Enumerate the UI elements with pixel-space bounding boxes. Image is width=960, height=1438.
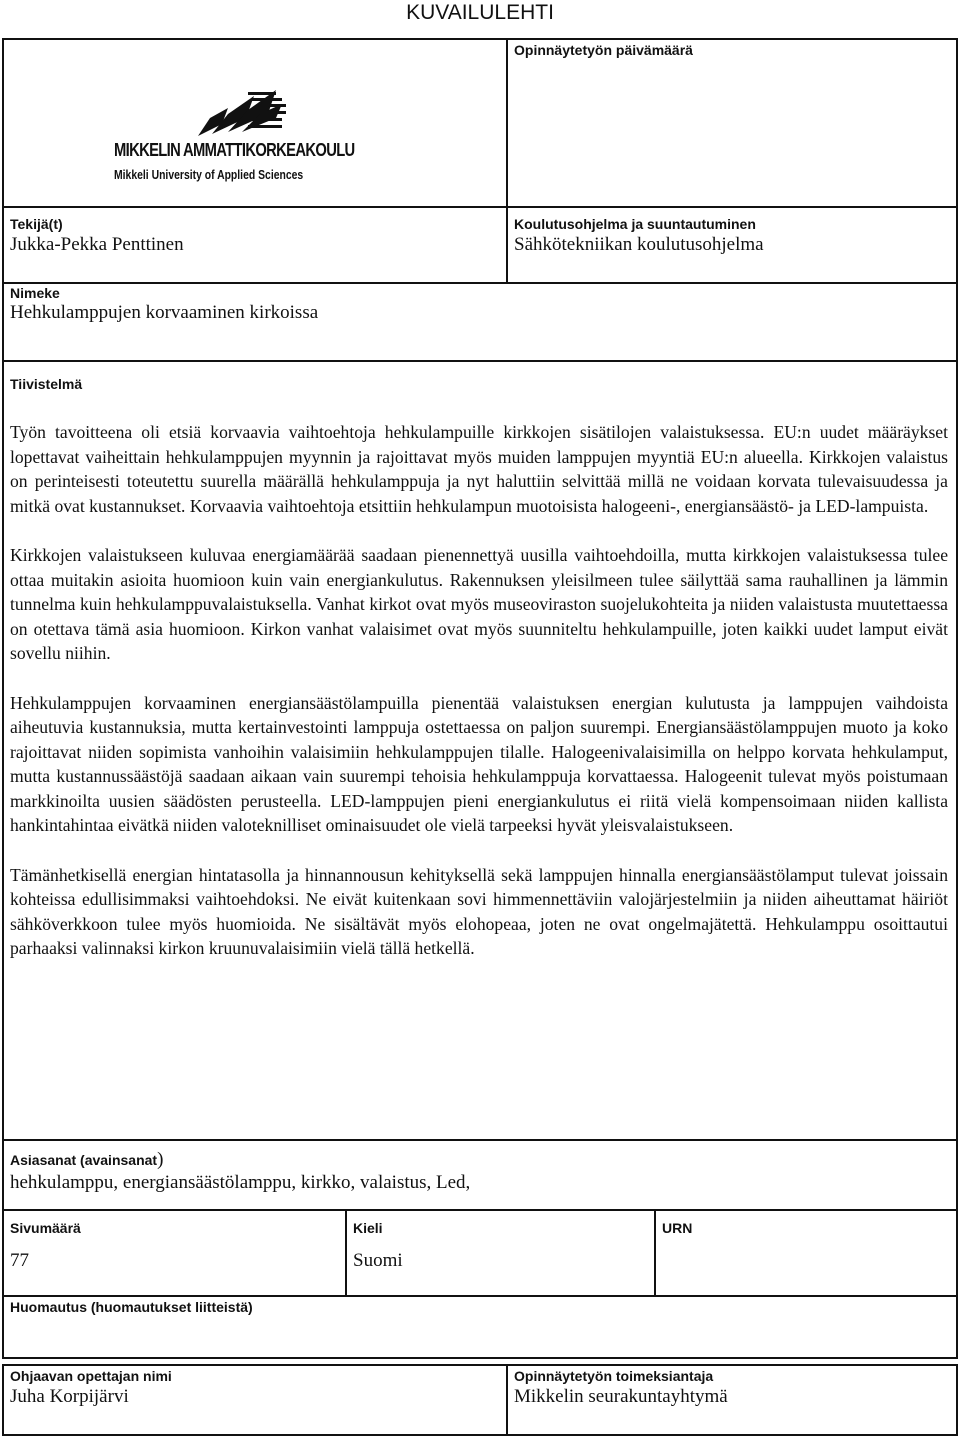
commissioner-value: Mikkelin seurakuntayhtymä [514, 1386, 728, 1407]
language-label: Kieli [353, 1220, 383, 1236]
abstract-paragraph: Tämänhetkisellä energian hintatasolla ja hinnannousun kehityksellä sekä lamppujen hinnalla energiansäästölamput tulevat joissain kohteissa edullisimmaksi vaihtoehdoksi. Ne eivät kuitenkaan sovi himmennettäviin valojärjestelmiin ja niiden aiheuttamat häiriöt sähköverkkoon tulee myös huomioida. Ne sisältävät myös elohopeaa, joten ne ovat ongelmajätettä. Hehkulamppu osoittautui parhaaksi valinnaksi kirkon kruunuvalaisimiin vielä tällä hetkellä. [10, 864, 948, 958]
keywords-value: hehkulamppu, energiansäästölamppu, kirkko, valaistus, Led, [10, 1172, 471, 1193]
details-divider [345, 1209, 347, 1297]
urn-label: URN [662, 1220, 693, 1236]
details-box [2, 1209, 958, 1297]
details-divider [654, 1209, 656, 1297]
commissioner-label: Opinnäytetyön toimeksiantaja [514, 1368, 714, 1384]
abstract-paragraph: Työn tavoitteena oli etsiä korvaavia vaihtoehtoja hehkulampuille kirkkojen sisätilojen valaistuksessa. EU:n uudet määräykset lopettavat vaiheittain hehkulamppujen myynnin ja rajoittavat myös muiden lamppujen myyntiä EU:n alueella. Kirkkojen valaistus on perinteisesti toteutettu suurella määrällä hehkulamppuja ja nyt haluttiin selvittää millä ne voidaan korvata tulevaisuudessa ja mitkä ovat kustannukset. Korvaavia vaihtoehtoja etsittiin hehkulampun muotoisista halogeeni-, energiansäästö- ja LED-lampuista. [10, 422, 948, 516]
thesis-date-label: Opinnäytetyön päivämäärä [514, 42, 693, 58]
university-name: MIKKELIN AMMATTIKORKEAKOULU [114, 140, 355, 160]
keywords-paren: ) [157, 1149, 164, 1170]
page-count-value: 77 [10, 1250, 29, 1271]
title-value: Hehkulamppujen korvaaminen kirkoissa [10, 302, 319, 323]
university-name-english: Mikkeli University of Applied Sciences [114, 167, 304, 182]
author-value: Jukka-Pekka Penttinen [10, 234, 184, 255]
keywords-label: Asiasanat (avainsanat [10, 1152, 158, 1168]
header-row-divider [2, 206, 958, 208]
author-label: Tekijä(t) [10, 216, 63, 232]
header-divider [506, 38, 508, 284]
abstract-body [10, 420, 948, 961]
keywords-label-row [10, 1149, 163, 1171]
abstract-paragraph: Kirkkojen valaistukseen kuluvaa energiamäärää saadaan pienennettyä uusilla vaihtoehdoilla, mutta kirkkojen valaistuksessa tulee ottaa muitakin asioita huomioon kuin vain energiankulutus. Rakennuksen yleisilmeen tulee säilyttää sama rauhallinen ja lämmin tunnelma kuin hehkulamppuvalaistuksella. Vanhat kirkot ovat myös museoviraston suojelukohteita ja niiden valaistusta muutettaessa on otettava tämä asia huomioon. Kirkon vanhat valaisimet ovat myös suunniteltu hehkulampuille, joten kaikki uudet lamput eivät sovellu niihin. [10, 545, 948, 663]
programme-value: Sähkötekniikan koulutusohjelma [514, 234, 764, 255]
notes-label: Huomautus (huomautukset liitteistä) [10, 1299, 253, 1315]
supervisor-label: Ohjaavan opettajan nimi [10, 1368, 172, 1384]
document-title: KUVAILULEHTI [406, 1, 554, 24]
language-value: Suomi [353, 1250, 403, 1271]
programme-label: Koulutusohjelma ja suuntautuminen [514, 216, 756, 232]
page-count-label: Sivumäärä [10, 1220, 81, 1236]
abstract-paragraph: Hehkulamppujen korvaaminen energiansäästölampuilla pienentää valaistuksen energian kulutusta ja lamppujen vaihdoista aiheutuvia kustannuksia, mutta kertainvestointi lamppuja ostettaessa on paljon suurempi. Energiansäästölamppujen muoto ja koko rajoittavat niiden sopimista vanhoihin valaisimiin hehkulamppujen tilalle. Halogeenivalaisimilla on helppo korvata hehkulamput, mutta kustannussäästöjä saadaan aikaan vain suurempi tehoisia hehkulamppuja korvattaessa. Halogeenit tulevat myös poistumaan markkinoilta uusien säädösten perusteella. LED-lamppujen pieni energiankulutus ei riitä vielä kompensoimaan niiden kallista hankintahintaa eivätkä niiden valoteknilliset ominaisuudet ole vielä tarpeeksi hyvät yleisvalaistukseen. [10, 692, 948, 835]
title-label: Nimeke [10, 285, 60, 301]
supervisor-divider [506, 1364, 508, 1436]
abstract-label: Tiivistelmä [10, 376, 83, 392]
supervisor-value: Juha Korpijärvi [10, 1386, 129, 1407]
